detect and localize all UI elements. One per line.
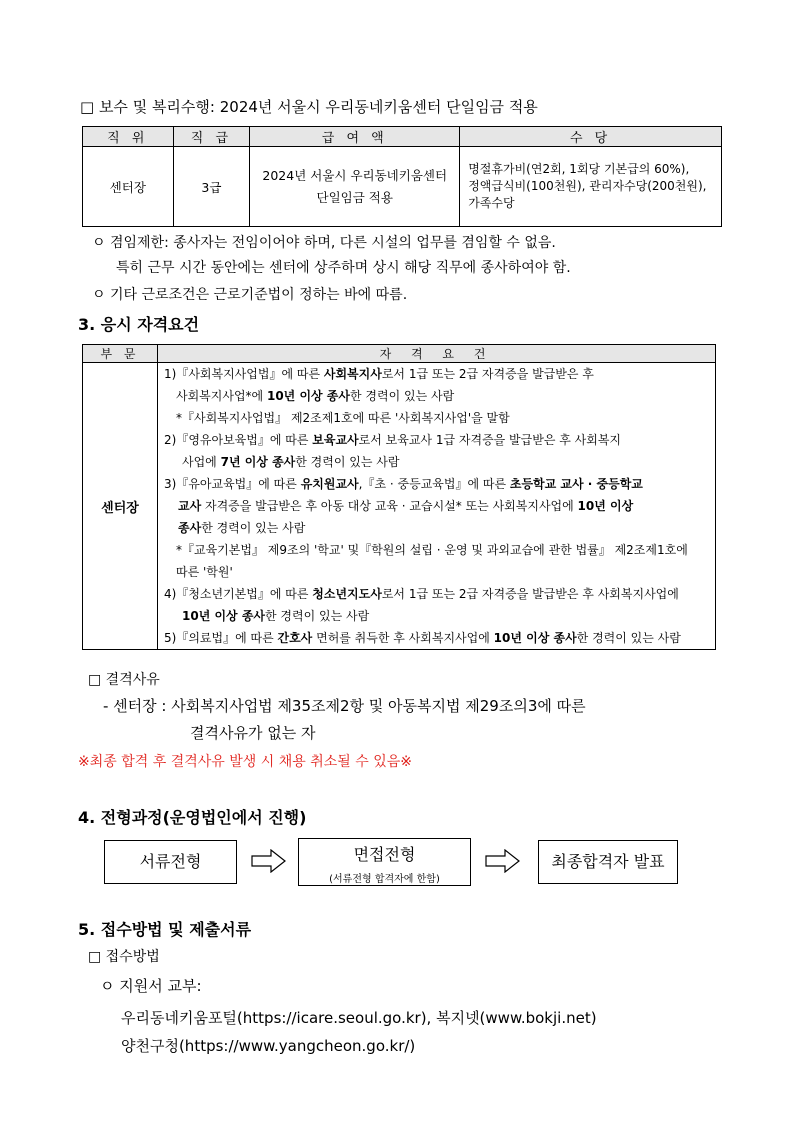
requirement-line <box>164 583 715 605</box>
col-grade: 직 급 <box>173 127 250 147</box>
application-sites-line2: 양천구청(https://www.yangcheon.go.kr/) <box>121 1037 416 1055</box>
arrow-right-icon <box>251 849 287 873</box>
requirement-emphasis: 10년 이상 종사 <box>182 609 266 623</box>
requirement-line <box>164 407 715 429</box>
requirement-line <box>164 495 715 517</box>
requirement-text: 로서 1급 또는 2급 자격증을 발급받은 후 사회복지사업에 <box>381 587 679 601</box>
requirement-text: 한 경력이 있는 사람 <box>349 389 455 403</box>
requirement-text: 3)『유아교육법』에 따른 <box>164 477 301 491</box>
salary-line2: 단일임금 적용 <box>316 189 393 205</box>
requirement-emphasis: 10년 이상 종사 <box>493 631 577 645</box>
requirement-line <box>164 561 715 583</box>
salary-line1: 2024년 서울시 우리동네키움센터 <box>262 167 448 183</box>
step-interview <box>298 838 471 886</box>
requirement-text: 5)『의료법』에 따른 <box>164 631 278 645</box>
requirement-text: 1)『사회복지사업법』에 따른 <box>164 367 324 381</box>
requirement-text: 로서 보육교사 1급 자격증을 발급받은 후 사회복지 <box>358 433 622 447</box>
step-interview-label: 면접전형 <box>353 845 416 864</box>
row-position: 센터장 <box>83 147 174 227</box>
requirement-emphasis: 10년 이상 종사 <box>266 389 350 403</box>
requirement-line <box>164 627 715 649</box>
requirement-emphasis: 유치원교사 <box>300 477 359 491</box>
section4-title: 4. 전형과정(운영법인에서 진행) <box>78 808 307 827</box>
requirement-line <box>164 605 715 627</box>
allowance-line1: 명절휴가비(연2회, 1회당 기본급의 60%), <box>468 162 690 176</box>
requirement-text: 2)『영유아보육법』에 따른 <box>164 433 313 447</box>
row-allowance <box>460 147 722 227</box>
requirement-emphasis: 청소년지도사 <box>312 587 382 601</box>
requirement-emphasis: 간호사 <box>277 631 313 645</box>
disqualification-line1: - 센터장 : 사회복지사업법 제35조제2항 및 아동복지법 제29조의3에 따른 <box>103 697 586 715</box>
requirement-text: 사회복지사업*에 <box>176 389 267 403</box>
step-document-screening: 서류전형 <box>104 840 237 884</box>
requirement-text: 4)『청소년기본법』에 따른 <box>164 587 313 601</box>
disqualification-heading: □ 결격사유 <box>88 672 160 688</box>
requirements-table <box>82 344 716 650</box>
section3-title: 3. 응시 자격요건 <box>78 315 200 334</box>
requirement-line <box>164 429 715 451</box>
requirement-text: 한 경력이 있는 사람 <box>576 631 681 645</box>
requirement-emphasis: 10년 이상 <box>577 499 634 513</box>
requirement-emphasis: 초등학교 교사 · 중등학교 <box>509 477 643 491</box>
col-salary: 급 여 액 <box>250 127 460 147</box>
requirement-emphasis: 보육교사 <box>312 433 359 447</box>
note-concurrent: ㅇ 겸임제한: 종사자는 전임이어야 하며, 다른 시설의 업무를 겸임할 수 없음. <box>92 235 556 251</box>
allowance-line2: 정액급식비(100천원), 관리자수당(200천원), <box>468 179 707 193</box>
requirement-text: 따른 '학원' <box>176 565 233 579</box>
requirement-emphasis: 7년 이상 종사 <box>220 455 296 469</box>
requirement-line <box>164 517 715 539</box>
pay-heading: □ 보수 및 복리수행: 2024년 서울시 우리동네키움센터 단일임금 적용 <box>80 98 538 116</box>
note-labor-law: ㅇ 기타 근로조건은 근로기준법이 정하는 바에 따름. <box>92 287 408 303</box>
requirement-line <box>164 539 715 561</box>
requirement-line <box>164 473 715 495</box>
requirement-emphasis: 교사 <box>178 499 202 513</box>
requirement-text: 면허를 취득한 후 사회복지사업에 <box>312 631 494 645</box>
col-position: 직 위 <box>83 127 174 147</box>
requirement-text: 한 경력이 있는 사람 <box>265 609 370 623</box>
row-salary <box>250 147 460 227</box>
requirement-emphasis: 사회복지사 <box>323 367 382 381</box>
allowance-line3: 가족수당 <box>468 196 515 210</box>
row-grade: 3급 <box>173 147 250 227</box>
disqualification-line2: 결격사유가 없는 자 <box>190 724 316 742</box>
requirement-text: *『교육기본법』 제9조의 '학교' 및『학원의 설립 · 운영 및 과외교습에 관한 법률』 제2조제1호에 <box>176 543 688 557</box>
dept-cell: 센터장 <box>83 363 158 650</box>
application-bullet: ㅇ 지원서 교부: <box>100 977 202 995</box>
requirement-text: 사업에 <box>182 455 221 469</box>
requirement-text: 로서 1급 또는 2급 자격증을 발급받은 후 <box>381 367 594 381</box>
requirement-emphasis: 종사 <box>178 521 202 535</box>
requirement-line <box>164 451 715 473</box>
requirement-line <box>164 385 715 407</box>
requirements-cell <box>158 363 716 650</box>
col-allowance: 수 당 <box>460 127 722 147</box>
pay-table <box>82 126 722 227</box>
requirement-text: ,『초 · 중등교육법』에 따른 <box>358 477 510 491</box>
requirement-text: 한 경력이 있는 사람 <box>295 455 400 469</box>
col-requirements: 자 격 요 건 <box>158 345 716 363</box>
col-dept: 부 문 <box>83 345 158 363</box>
application-sites-line1: 우리동네키움포털(https://icare.seoul.go.kr), 복지넷(www.bokji.net) <box>121 1009 597 1027</box>
requirement-line <box>164 363 715 385</box>
submission-method-heading: □ 접수방법 <box>88 949 160 965</box>
arrow-right-icon <box>485 849 521 873</box>
requirement-text: 한 경력이 있는 사람 <box>201 521 306 535</box>
requirements-list <box>164 363 715 649</box>
step-interview-note: (서류전형 합격자에 한함) <box>329 874 440 885</box>
cancellation-warning: ※최종 합격 후 결격사유 발생 시 채용 취소될 수 있음※ <box>78 754 412 770</box>
requirement-text: *『사회복지사업법』 제2조제1호에 따른 '사회복지사업'을 말함 <box>176 411 510 425</box>
requirement-text: 자격증을 발급받은 후 아동 대상 교육 · 교습시설* 또는 사회복지사업에 <box>201 499 578 513</box>
step-final-announcement: 최종합격자 발표 <box>538 840 678 884</box>
section5-title: 5. 접수방법 및 제출서류 <box>78 920 252 939</box>
note-resident: 특히 근무 시간 동안에는 센터에 상주하며 상시 해당 직무에 종사하여야 함. <box>116 260 571 276</box>
